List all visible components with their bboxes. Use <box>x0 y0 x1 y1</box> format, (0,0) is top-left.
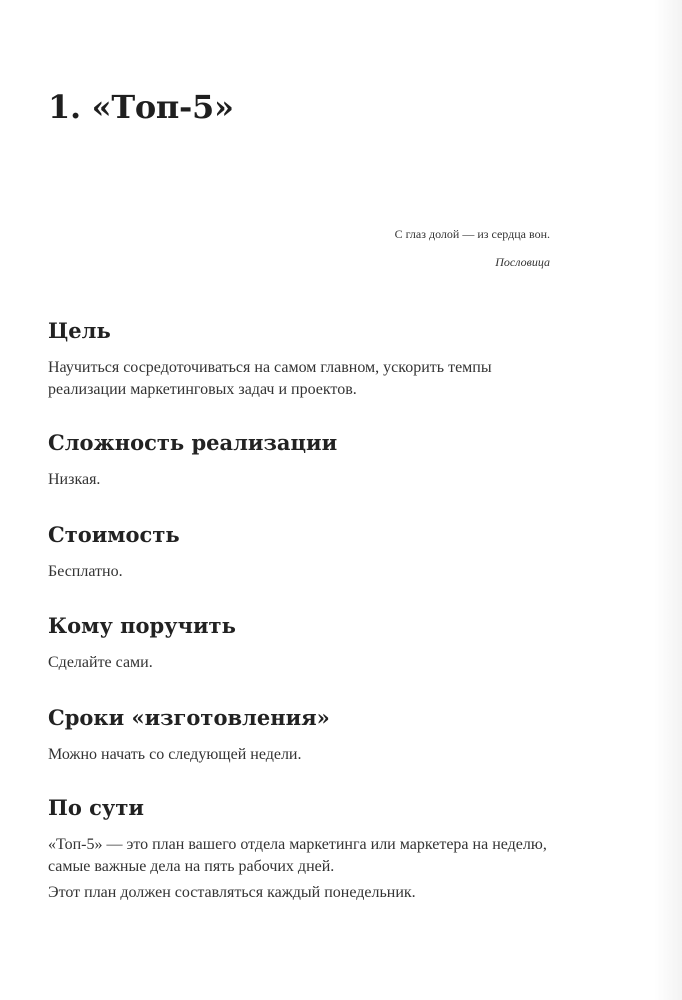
section-timing <box>48 704 568 770</box>
section-text: Этот план должен составляться каждый понедельник. <box>48 884 416 901</box>
epigraph-quote: С глаз долой — из сердца вон. <box>394 227 550 241</box>
section-assign <box>48 612 568 678</box>
section-heading: Сроки «изготовления» <box>48 705 330 730</box>
section-text: Бесплатно. <box>48 563 123 580</box>
section-heading: Стоимость <box>48 522 180 547</box>
section-text: «Топ-5» — это план вашего отдела маркетинга или маркетера на неделю, самые важные дела на пять рабочих дней. <box>48 836 547 875</box>
section-heading: Кому поручить <box>48 613 236 638</box>
section-essence <box>48 794 568 908</box>
section-text: Научиться сосредоточиваться на самом главном, ускорить темпы реализации маркетинговых задач и проектов. <box>48 359 492 398</box>
page-edge-shadow <box>654 0 682 1000</box>
section-complexity <box>48 429 568 495</box>
epigraph <box>395 226 550 270</box>
section-heading: Цель <box>48 318 111 343</box>
epigraph-author: Пословица <box>495 255 550 269</box>
chapter-title: 1. «Топ-5» <box>48 88 234 126</box>
section-text: Низкая. <box>48 471 101 488</box>
section-heading: Сложность реализации <box>48 430 338 455</box>
section-cost <box>48 521 568 587</box>
section-text: Можно начать со следующей недели. <box>48 746 302 763</box>
section-goal <box>48 317 568 405</box>
section-text: Сделайте сами. <box>48 654 153 671</box>
section-heading: По сути <box>48 795 144 820</box>
